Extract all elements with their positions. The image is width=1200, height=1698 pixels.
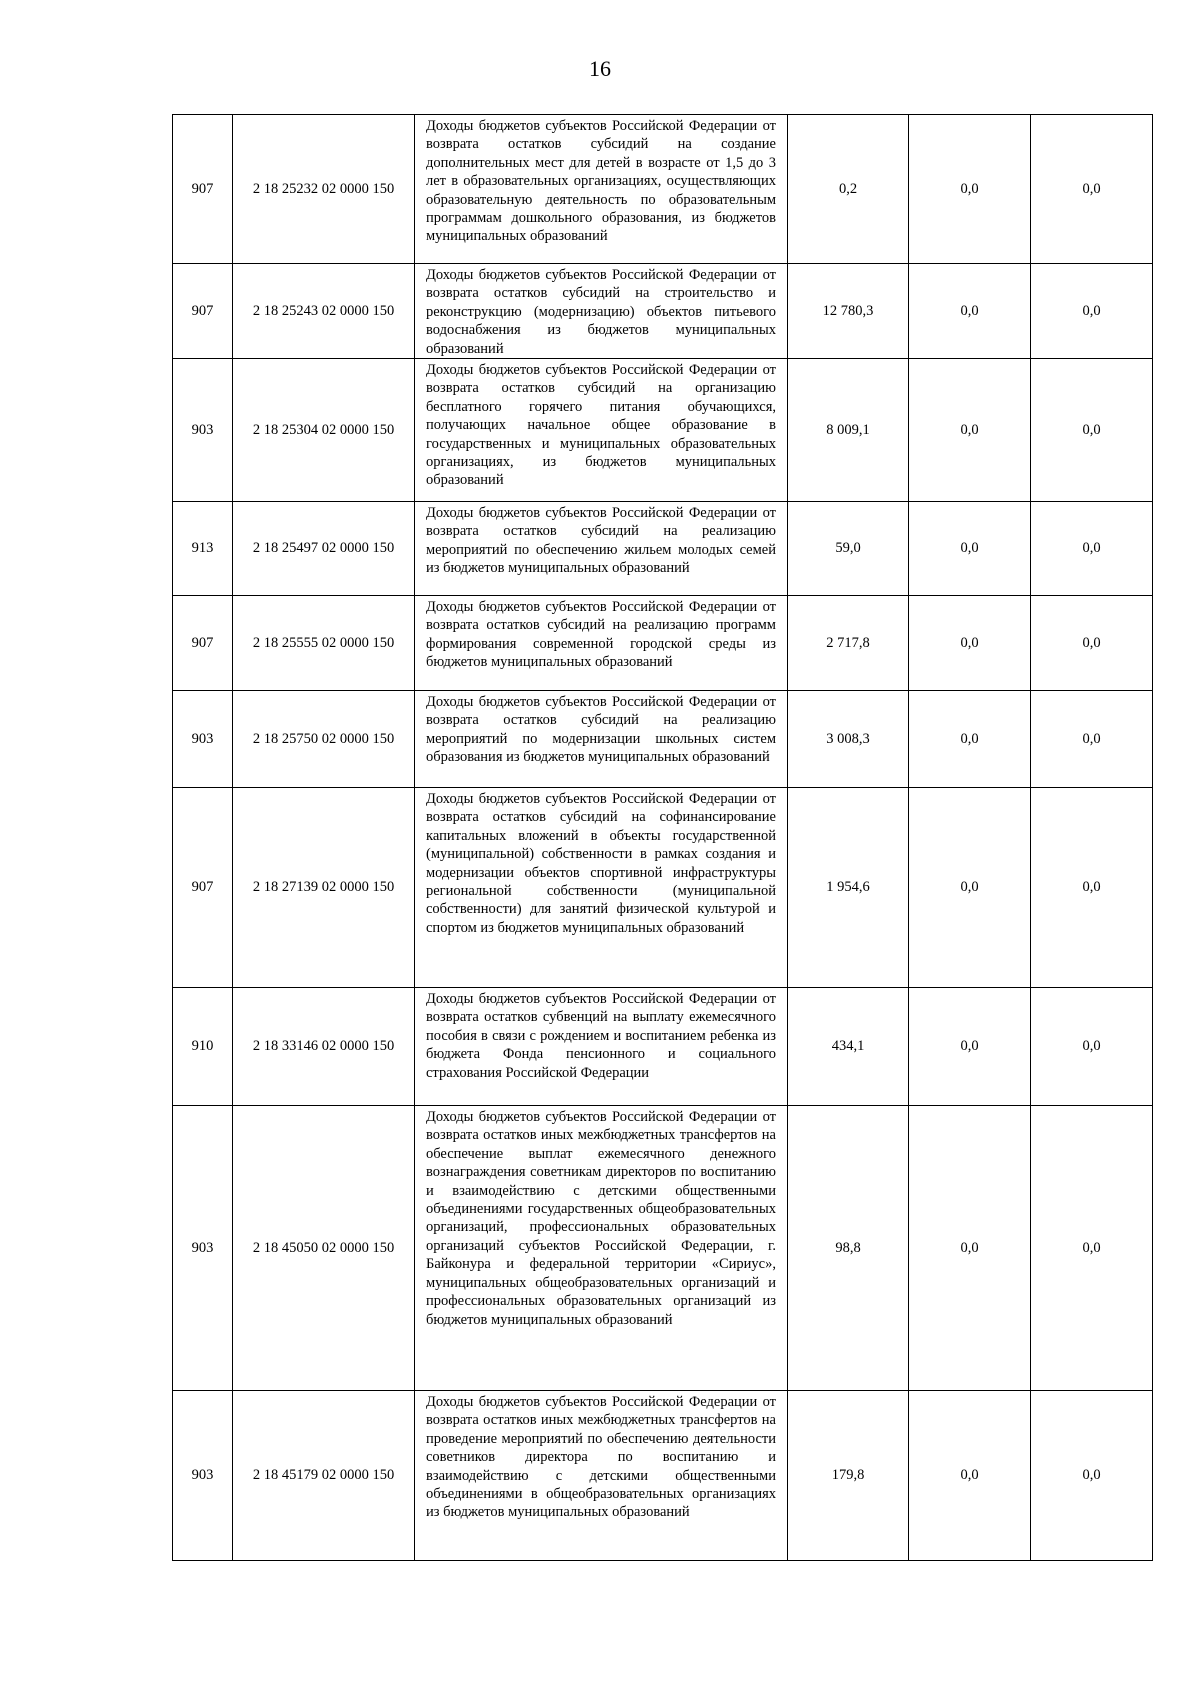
description-cell: Доходы бюджетов субъектов Российской Федерации от возврата остатков субсидий на реализацию программ формирования современной городской среды из бюджетов муниципальных образований — [415, 596, 788, 691]
value-cell-1: 59,0 — [788, 502, 909, 596]
admin-code-cell: 903 — [173, 1106, 233, 1391]
table-row — [173, 788, 1153, 988]
description-cell: Доходы бюджетов субъектов Российской Федерации от возврата остатков субсидий на реализацию мероприятий по модернизации школьных систем образования из бюджетов муниципальных образований — [415, 691, 788, 788]
table-row — [173, 264, 1153, 359]
budget-code-cell: 2 18 25232 02 0000 150 — [233, 115, 415, 264]
value-cell-3: 0,0 — [1031, 1391, 1153, 1561]
admin-code-cell: 903 — [173, 359, 233, 502]
budget-code-cell: 2 18 25555 02 0000 150 — [233, 596, 415, 691]
description-cell: Доходы бюджетов субъектов Российской Федерации от возврата остатков субвенций на выплату ежемесячного пособия в связи с рождением и воспитанием ребенка из бюджета Фонда пенсионного и социального страхования Российской Федерации — [415, 988, 788, 1106]
value-cell-3: 0,0 — [1031, 264, 1153, 359]
budget-code-cell: 2 18 33146 02 0000 150 — [233, 988, 415, 1106]
budget-code-cell: 2 18 45179 02 0000 150 — [233, 1391, 415, 1561]
page-number: 16 — [589, 56, 611, 81]
admin-code-cell: 903 — [173, 691, 233, 788]
value-cell-3: 0,0 — [1031, 359, 1153, 502]
value-cell-3: 0,0 — [1031, 988, 1153, 1106]
table-row — [173, 1106, 1153, 1391]
value-cell-1: 434,1 — [788, 988, 909, 1106]
revenue-table-body — [173, 115, 1153, 1561]
value-cell-3: 0,0 — [1031, 788, 1153, 988]
value-cell-1: 179,8 — [788, 1391, 909, 1561]
table-row — [173, 988, 1153, 1106]
admin-code-cell: 907 — [173, 788, 233, 988]
admin-code-cell: 907 — [173, 264, 233, 359]
value-cell-2: 0,0 — [909, 691, 1031, 788]
admin-code-cell: 907 — [173, 596, 233, 691]
value-cell-3: 0,0 — [1031, 596, 1153, 691]
value-cell-3: 0,0 — [1031, 115, 1153, 264]
description-cell: Доходы бюджетов субъектов Российской Федерации от возврата остатков иных межбюджетных трансфертов на обеспечение выплат ежемесячного денежного вознаграждения советникам директоров по воспитанию и взаимодействию с детскими общественными объединениями государственных общеобразовательных организаций, профессиональных образовательных организаций субъектов Российской Федерации, г. Байконура и федеральной территории «Сириус», муниципальных общеобразовательных организаций и профессиональных образовательных организаций из бюджетов муниципальных образований — [415, 1106, 788, 1391]
budget-code-cell: 2 18 25243 02 0000 150 — [233, 264, 415, 359]
table-row — [173, 596, 1153, 691]
value-cell-3: 0,0 — [1031, 502, 1153, 596]
description-cell: Доходы бюджетов субъектов Российской Федерации от возврата остатков субсидий на создание дополнительных мест для детей в возрасте от 1,5 до 3 лет в образовательных организациях, осуществляющих образовательную деятельность по образовательным программам дошкольного образования, из бюджетов муниципальных образований — [415, 115, 788, 264]
value-cell-1: 3 008,3 — [788, 691, 909, 788]
value-cell-2: 0,0 — [909, 1106, 1031, 1391]
description-cell: Доходы бюджетов субъектов Российской Федерации от возврата остатков субсидий на строительство и реконструкцию (модернизацию) объектов питьевого водоснабжения из бюджетов муниципальных образований — [415, 264, 788, 359]
description-cell: Доходы бюджетов субъектов Российской Федерации от возврата остатков субсидий на организацию бесплатного горячего питания обучающихся, получающих начальное общее образование в государственных и муниципальных образовательных организациях, из бюджетов муниципальных образований — [415, 359, 788, 502]
budget-code-cell: 2 18 25304 02 0000 150 — [233, 359, 415, 502]
table-row — [173, 115, 1153, 264]
table-row — [173, 691, 1153, 788]
budget-code-cell: 2 18 27139 02 0000 150 — [233, 788, 415, 988]
admin-code-cell: 910 — [173, 988, 233, 1106]
admin-code-cell: 913 — [173, 502, 233, 596]
table-row — [173, 359, 1153, 502]
budget-code-cell: 2 18 25750 02 0000 150 — [233, 691, 415, 788]
budget-code-cell: 2 18 25497 02 0000 150 — [233, 502, 415, 596]
value-cell-2: 0,0 — [909, 1391, 1031, 1561]
table-row — [173, 502, 1153, 596]
value-cell-2: 0,0 — [909, 115, 1031, 264]
value-cell-2: 0,0 — [909, 502, 1031, 596]
value-cell-1: 1 954,6 — [788, 788, 909, 988]
description-cell: Доходы бюджетов субъектов Российской Федерации от возврата остатков иных межбюджетных трансфертов на проведение мероприятий по обеспечению деятельности советников директора по воспитанию и взаимодействию с детскими общественными объединениями в общеобразовательных организациях из бюджетов муниципальных образований — [415, 1391, 788, 1561]
value-cell-2: 0,0 — [909, 988, 1031, 1106]
table-row — [173, 1391, 1153, 1561]
value-cell-2: 0,0 — [909, 359, 1031, 502]
admin-code-cell: 903 — [173, 1391, 233, 1561]
value-cell-2: 0,0 — [909, 788, 1031, 988]
description-cell: Доходы бюджетов субъектов Российской Федерации от возврата остатков субсидий на софинансирование капитальных вложений в объекты государственной (муниципальной) собственности в рамках создания и модернизации объектов спортивной инфраструктуры региональной собственности (муниципальной собственности) для занятий физической культурой и спортом из бюджетов муниципальных образований — [415, 788, 788, 988]
value-cell-1: 0,2 — [788, 115, 909, 264]
revenue-table — [172, 114, 1153, 1561]
value-cell-1: 8 009,1 — [788, 359, 909, 502]
value-cell-2: 0,0 — [909, 264, 1031, 359]
value-cell-1: 12 780,3 — [788, 264, 909, 359]
value-cell-1: 98,8 — [788, 1106, 909, 1391]
value-cell-3: 0,0 — [1031, 1106, 1153, 1391]
value-cell-2: 0,0 — [909, 596, 1031, 691]
admin-code-cell: 907 — [173, 115, 233, 264]
description-cell: Доходы бюджетов субъектов Российской Федерации от возврата остатков субсидий на реализацию мероприятий по обеспечению жильем молодых семей из бюджетов муниципальных образований — [415, 502, 788, 596]
value-cell-1: 2 717,8 — [788, 596, 909, 691]
budget-code-cell: 2 18 45050 02 0000 150 — [233, 1106, 415, 1391]
value-cell-3: 0,0 — [1031, 691, 1153, 788]
